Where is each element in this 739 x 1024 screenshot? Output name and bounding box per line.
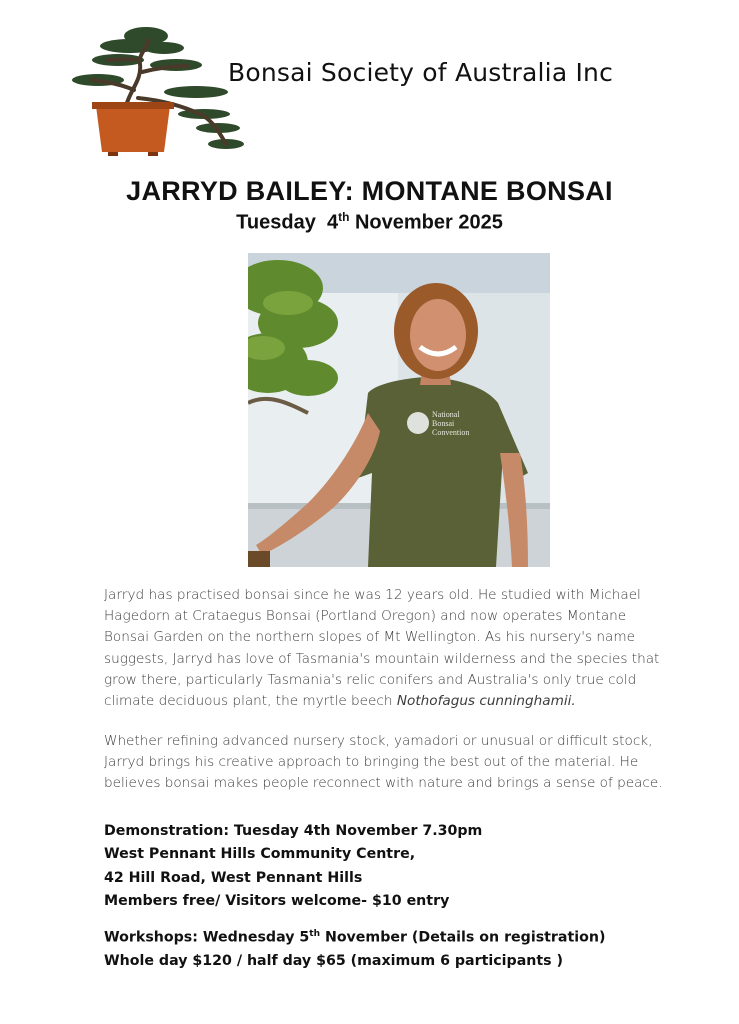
date-num: 4 [326, 211, 339, 234]
bio-line: grow there, particularly Tasmania's relic conifers and Australia's only true cold [104, 671, 637, 688]
bio-paragraph-1 [104, 585, 704, 712]
demo-line: West Pennant Hills Community Centre, [104, 846, 416, 863]
event-date [0, 210, 739, 235]
demonstration-details [104, 820, 724, 913]
workshop-line [104, 923, 724, 950]
workshop-price: Whole day $120 / half day $65 (maximum 6 participants ) [104, 953, 564, 970]
workshop-suffix: November (Details on registration) [320, 929, 606, 946]
event-title: JARRYD BAILEY: MONTANE BONSAI [126, 176, 613, 206]
bio-line: Hagedorn at Crataegus Bonsai (Portland Oregon) and now operates Montane [104, 608, 627, 625]
demo-line: Members free/ Visitors welcome- $10 entry [104, 892, 450, 909]
shirt-text-2: Bonsai [432, 419, 455, 428]
bio-line: Jarryd brings his creative approach to bringing the best out of the material. He [104, 754, 639, 771]
speaker-photo [248, 253, 550, 567]
demo-line: Demonstration: Tuesday 4th November 7.30pm [104, 823, 483, 839]
demo-line: 42 Hill Road, West Pennant Hills [104, 869, 363, 886]
date-sup: th [338, 210, 350, 224]
bio-line: Bonsai Garden on the northern slopes of Mt Wellington. As his nursery's name [104, 629, 635, 646]
date-day: Tuesday [236, 211, 316, 234]
shirt-text-1: National [432, 410, 460, 419]
date-rest: November 2025 [354, 211, 503, 234]
bio-line: Whether refining advanced nursery stock, yamadori or unusual or difficult stock, [104, 733, 653, 749]
shirt-text-3: Convention [432, 428, 470, 437]
bonsai-tree-logo-icon [68, 20, 248, 165]
species-name: Nothofagus cunninghamii. [396, 693, 576, 710]
workshop-details [104, 923, 724, 973]
bio-text: climate deciduous plant, the myrtle beech [104, 693, 397, 710]
org-name: Bonsai Society of Australia Inc [228, 58, 614, 87]
workshop-prefix: Workshops: Wednesday 5 [104, 929, 310, 946]
workshop-sup: th [309, 929, 320, 939]
bio-paragraph-2 [104, 731, 704, 795]
bio-line: Jarryd has practised bonsai since he was 12 years old. He studied with Michael [104, 587, 641, 603]
bio-line: suggests, Jarryd has love of Tasmania's mountain wilderness and the species that [104, 650, 660, 667]
bio-line: believes bonsai makes people reconnect with nature and brings a sense of peace. [104, 775, 663, 792]
bio-line-last [104, 691, 704, 712]
